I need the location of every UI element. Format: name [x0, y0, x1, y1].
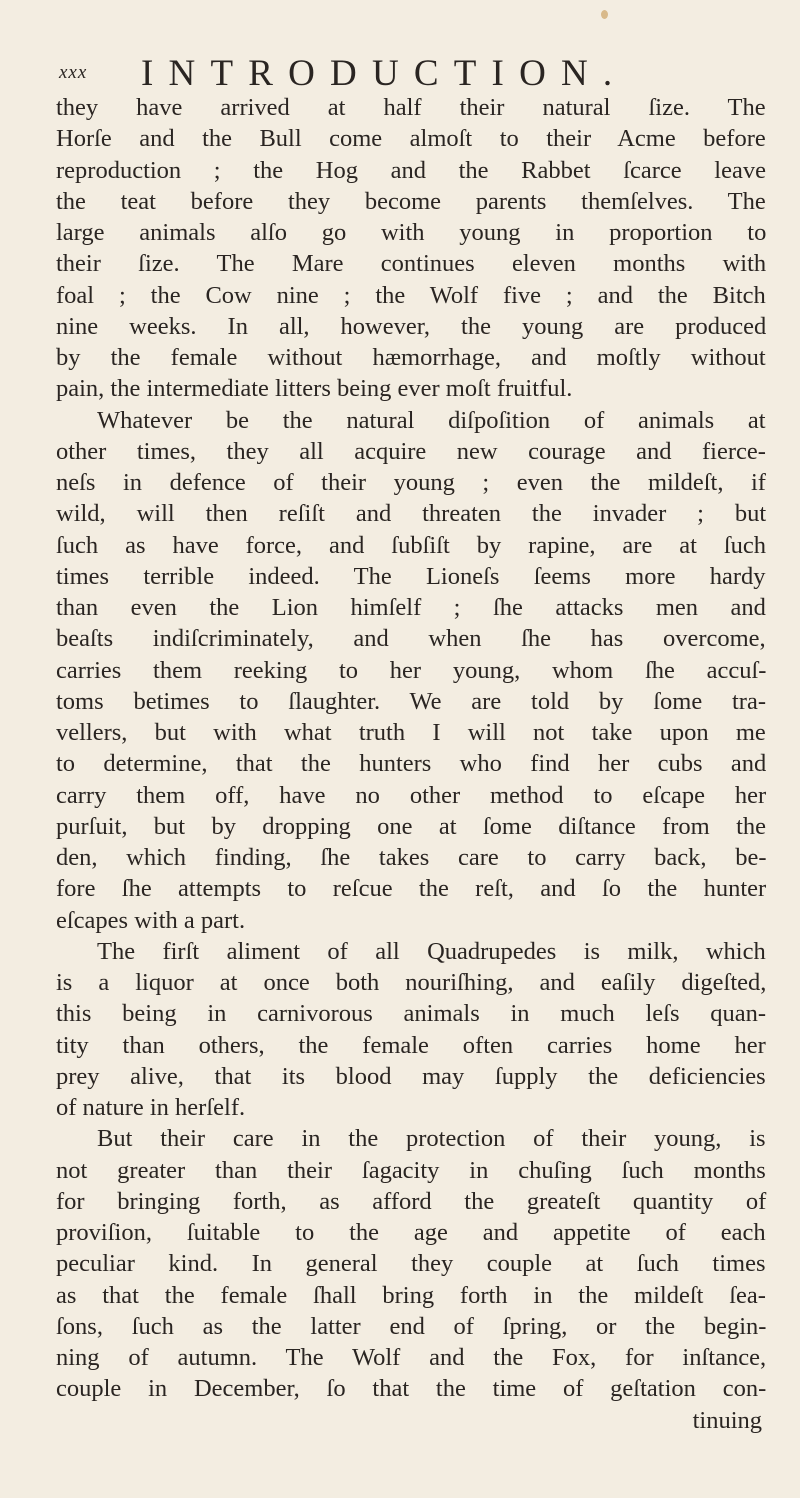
catchword: tinuing: [692, 1406, 762, 1434]
text-line: this being in carnivorous animals in much leſs quan-: [56, 1000, 767, 1028]
text-line: carries them reeking to her young, whom ſhe accuſ-: [56, 656, 767, 684]
text-line: not greater than their ſagacity in chuſing ſuch months: [56, 1156, 766, 1184]
text-line: fore ſhe attempts to reſcue the reſt, and ſo the hunter: [56, 875, 767, 903]
text-line: than even the Lion himſelf ; ſhe attacks men and: [56, 594, 766, 621]
page-number: xxx: [59, 62, 88, 83]
text-line: den, which finding, ſhe takes care to carry back, be-: [56, 844, 767, 871]
text-line: is a liquor at once both nouriſhing, and eaſily digeſted,: [56, 969, 767, 996]
text-line: proviſion, ſuitable to the age and appetite of each: [56, 1219, 766, 1246]
text-line: for bringing forth, as afford the greateſt quantity of: [56, 1187, 767, 1215]
text-line: the teat before they become parents themſelves. The: [56, 187, 766, 215]
text-line: carry them off, have no other method to eſcape her: [56, 781, 767, 809]
text-line: eſcapes with a part.: [56, 906, 246, 934]
text-line: couple in December, ſo that the time of geſtation con-: [56, 1375, 767, 1403]
text-line: reproduction ; the Hog and the Rabbet ſcarce leave: [56, 156, 766, 184]
text-line: of nature in herſelf.: [56, 1094, 246, 1121]
text-line: Horſe and the Bull come almoſt to their Acme before: [56, 125, 766, 153]
text-line: times terrible indeed. The Lioneſs ſeems more hardy: [56, 562, 766, 590]
text-line: tity than others, the female often carries home her: [56, 1031, 766, 1059]
ink-spot: [601, 10, 608, 19]
running-title: INTRODUCTION.: [141, 53, 628, 94]
text-line: large animals alſo go with young in proportion to: [56, 219, 767, 246]
text-line: purſuit, but by dropping one at ſome diſtance from the: [56, 812, 766, 840]
text-line: ning of autumn. The Wolf and the Fox, for inſtance,: [56, 1344, 767, 1371]
body-text: [56, 92, 766, 1436]
text-line: they have arrived at half their natural ſize. The: [56, 94, 766, 121]
text-line: neſs in defence of their young ; even the mildeſt, if: [56, 469, 766, 496]
text-line: ſuch as have force, and ſubſiſt by rapine, are at ſuch: [56, 531, 767, 559]
text-line: as that the female ſhall bring forth in the mildeſt ſea-: [56, 1281, 766, 1309]
text-line: peculiar kind. In general they couple at ſuch times: [56, 1250, 766, 1278]
text-line: beaſts indiſcriminately, and when ſhe has overcome,: [56, 625, 766, 653]
text-line: wild, will then reſiſt and threaten the invader ; but: [56, 500, 767, 528]
text-line: to determine, that the hunters who find her cubs and: [56, 750, 767, 778]
text-line: their ſize. The Mare continues eleven months with: [56, 250, 767, 278]
text-line: nine weeks. In all, however, the young are produced: [56, 312, 767, 340]
text-line: The firſt aliment of all Quadrupedes is milk, which: [97, 937, 766, 965]
text-line: foal ; the Cow nine ; the Wolf five ; and the Bitch: [56, 281, 766, 309]
text-line: vellers, but with what truth I will not take upon me: [56, 719, 766, 746]
page-header: [59, 52, 749, 92]
text-line: pain, the intermediate litters being ever moſt fruitful.: [56, 375, 573, 403]
text-line: But their care in the protection of their young, is: [97, 1125, 766, 1153]
text-line: toms betimes to ſlaughter. We are told by ſome tra-: [56, 687, 766, 715]
text-line: other times, they all acquire new courage and fierce-: [56, 437, 766, 465]
text-line: Whatever be the natural diſpoſition of animals at: [97, 406, 766, 434]
text-line: ſons, ſuch as the latter end of ſpring, or the begin-: [56, 1312, 767, 1340]
text-line: prey alive, that its blood may ſupply the deficiencies: [56, 1062, 766, 1090]
text-line: by the female without hæmorrhage, and moſtly without: [56, 344, 766, 371]
